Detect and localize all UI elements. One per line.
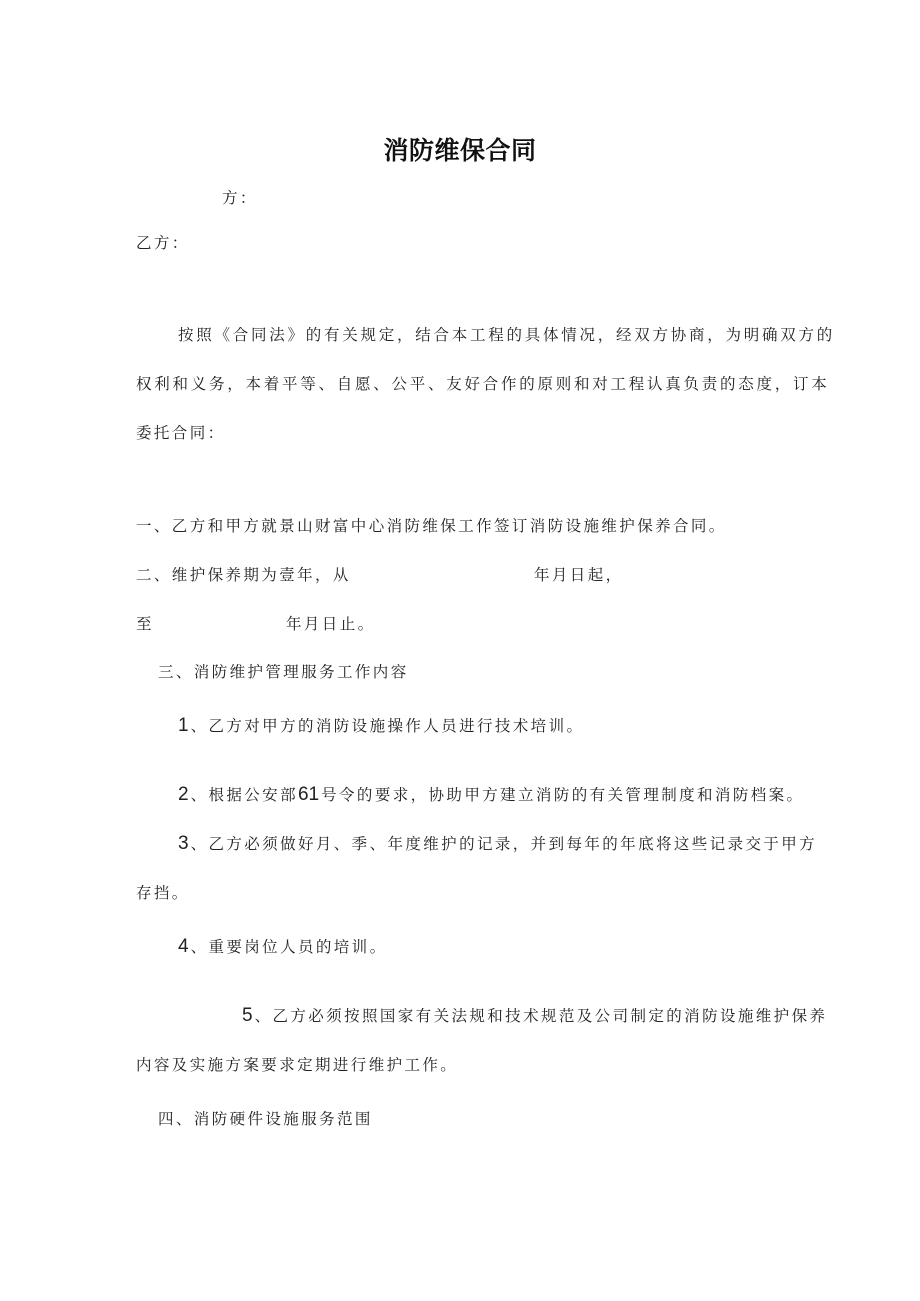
item-1-text: 、乙方对甲方的消防设施操作人员进行技术培训。 [190,717,585,735]
clause-2-part-3: 至 [136,615,154,633]
item-5 [242,1006,827,1026]
clause-2-part-1: 二、维护保养期为壹年，从 [136,566,351,584]
item-2-text-b: 号令的要求，协助甲方建立消防的有关管理制度和消防档案。 [321,786,805,804]
item-3-text: 、乙方必须做好月、季、年度维护的记录，并到每年的年底将这些记录交于甲方 [190,835,818,853]
clause-2-part-4: 年月日止。 [286,615,376,633]
clause-4-heading: 四、消防硬件设施服务范围 [158,1110,373,1128]
intro-line-3: 委托合同： [136,424,226,442]
intro-line-2: 权利和义务，本着平等、自愿、公平、友好合作的原则和对工程认真负责的态度，订本 [136,375,830,393]
item-4-number: 4 [178,936,189,957]
item-2-order-number: 61 [297,784,320,805]
item-4-text: 、重要岗位人员的培训。 [190,938,388,956]
clause-2-part-2: 年月日起， [534,566,624,584]
intro-line-1: 按照《合同法》的有关规定，结合本工程的具体情况，经双方协商，为明确双方的 [178,326,836,344]
item-4 [178,937,387,957]
party-b-label: 乙方： [136,234,190,252]
item-3-number: 3 [178,833,189,854]
item-5-continuation: 内容及实施方案要求定期进行维护工作。 [136,1056,459,1074]
item-2-text-a: 、根据公安部 [190,786,298,804]
item-2-number: 2 [178,784,189,805]
item-5-text: 乙方必须按照国家有关法规和技术规范及公司制定的消防设施维护保养 [272,1007,828,1025]
item-5-separator: 、 [254,1007,273,1025]
document-title: 消防维保合同 [383,136,537,165]
item-1-number: 1 [178,715,189,736]
item-3 [178,834,817,854]
item-5-number: 5 [242,1005,253,1026]
party-a-label: 方： [222,189,258,207]
item-1 [178,716,584,736]
item-3-continuation: 存挡。 [136,884,190,902]
clause-3-heading: 三、消防维护管理服务工作内容 [158,663,409,681]
item-2 [178,785,804,805]
clause-1: 一、乙方和甲方就景山财富中心消防维保工作签订消防设施维护保养合同。 [136,517,727,535]
